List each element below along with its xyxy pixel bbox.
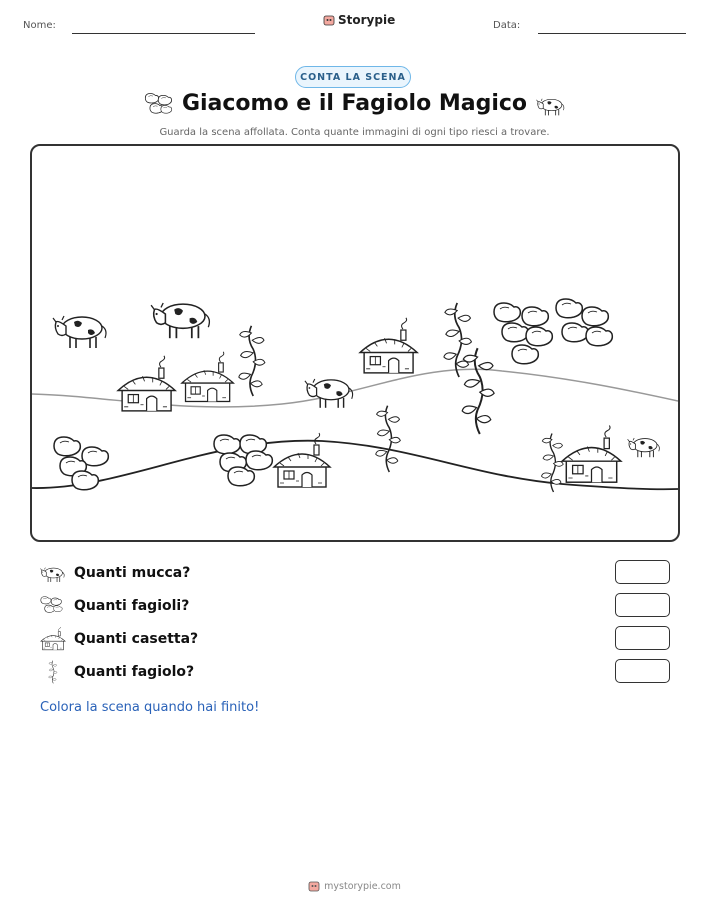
scene-beans-cluster [54,437,108,490]
date-label: Data: [493,20,521,31]
footer-url[interactable]: mystorypie.com [324,880,401,892]
answer-box-cows[interactable] [615,560,670,584]
answer-box-cottages[interactable] [615,626,670,650]
page-subtitle: Guarda la scena affollata. Conta quante immagini di ogni tipo riesci a trovare. [159,127,550,138]
activity-badge: CONTA LA SCENA [295,66,411,88]
worksheet-header [0,0,709,50]
question-cow [40,560,670,586]
scene-beanstalk [239,326,265,396]
question-label: Quanti casetta? [74,631,199,647]
question-label: Quanti fagioli? [74,598,190,614]
cottage-icon [40,627,66,651]
answer-box-beanstalks[interactable] [615,659,670,683]
question-label: Quanti fagiolo? [74,664,195,680]
scene-cow [151,303,209,338]
page-title: Giacomo e il Fagiolo Magico [181,91,528,116]
counting-scene [30,144,680,542]
scene-cottage [182,352,234,402]
scene-cow [53,316,106,348]
cow-icon [536,93,566,117]
cow-icon [40,561,66,585]
answer-box-beans[interactable] [615,593,670,617]
question-cottage [40,626,670,652]
coloring-instruction: Colora la scena quando hai finito! [40,700,260,715]
beans-icon [40,594,66,618]
storypie-logo-icon [323,14,335,26]
date-field-line[interactable] [538,33,686,34]
page-footer [0,880,709,892]
scene-beanstalk [462,348,494,434]
scene-illustration [32,146,678,540]
name-field-line[interactable] [72,33,255,34]
name-label: Nome: [23,20,56,31]
scene-cow [628,438,660,457]
question-beanstalk [40,659,670,685]
storypie-logo-icon [308,880,320,892]
scene-beans-cluster [214,435,272,486]
scene-beans-cluster [494,299,612,364]
scene-beanstalk [376,406,401,472]
question-label: Quanti mucca? [74,565,191,581]
brand-name: Storypie [338,13,396,27]
question-beans [40,593,670,619]
scene-cottage [360,318,417,373]
scene-cottage [118,356,175,411]
scene-cottage [562,426,621,483]
beanstalk-icon [40,660,66,684]
brand [323,13,395,27]
scene-cow [305,379,353,408]
scene-beanstalk [444,303,472,377]
